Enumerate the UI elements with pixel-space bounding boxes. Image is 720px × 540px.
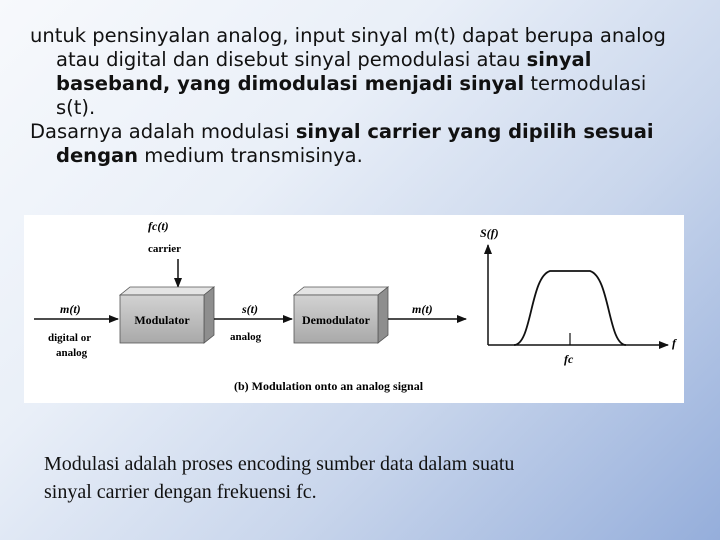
modulation-diagram: [24, 215, 684, 403]
spectrum-y-label: S(f): [480, 226, 499, 240]
input-type-line1: digital or: [48, 332, 92, 344]
spectrum-x-label: f: [672, 336, 676, 350]
input-type-line2: analog: [56, 347, 88, 359]
modulator-label: Modulator: [134, 313, 190, 327]
output-signal-label: m(t): [412, 302, 433, 316]
carrier-label: carrier: [148, 243, 181, 255]
spectrum-center-label: fc: [564, 352, 574, 366]
definition-line2: sinyal carrier dengan frekuensi fc.: [44, 481, 317, 503]
paragraph-baseband: [30, 24, 670, 120]
paragraph1-bold: sinyal baseband, yang dimodulasi menjadi sinyal: [56, 48, 592, 95]
definition-line1: Modulasi adalah proses encoding sumber data dalam suatu: [44, 453, 515, 475]
modulated-type-label: analog: [230, 331, 262, 343]
modulated-signal-label: s(t): [242, 302, 258, 316]
input-signal-label: m(t): [60, 302, 81, 316]
paragraph1-text-b: termodulasi s(t).: [56, 72, 647, 119]
carrier-function-label: fc(t): [148, 219, 169, 233]
modulator-box-top: [120, 287, 214, 295]
demodulator-label: Demodulator: [302, 313, 370, 327]
paragraph2-text-b: medium transmisinya.: [138, 144, 363, 167]
figure-caption: (b) Modulation onto an analog signal: [234, 379, 424, 393]
demodulator-box-side: [378, 287, 388, 343]
paragraph-carrier: [30, 120, 670, 168]
paragraph2-bold: sinyal carrier yang dipilih sesuai dengan: [56, 120, 654, 167]
modulator-box-side: [204, 287, 214, 343]
paragraph1-text-a: untuk pensinyalan analog, input sinyal m(t) dapat berupa analog atau digital dan disebut sinyal pemodulasi atau: [30, 24, 666, 71]
modulation-figure: [24, 215, 684, 403]
slide-text: [30, 24, 670, 168]
definition-caption: [44, 450, 684, 506]
paragraph2-text-a: Dasarnya adalah modulasi: [30, 120, 296, 143]
demodulator-box-top: [294, 287, 388, 295]
